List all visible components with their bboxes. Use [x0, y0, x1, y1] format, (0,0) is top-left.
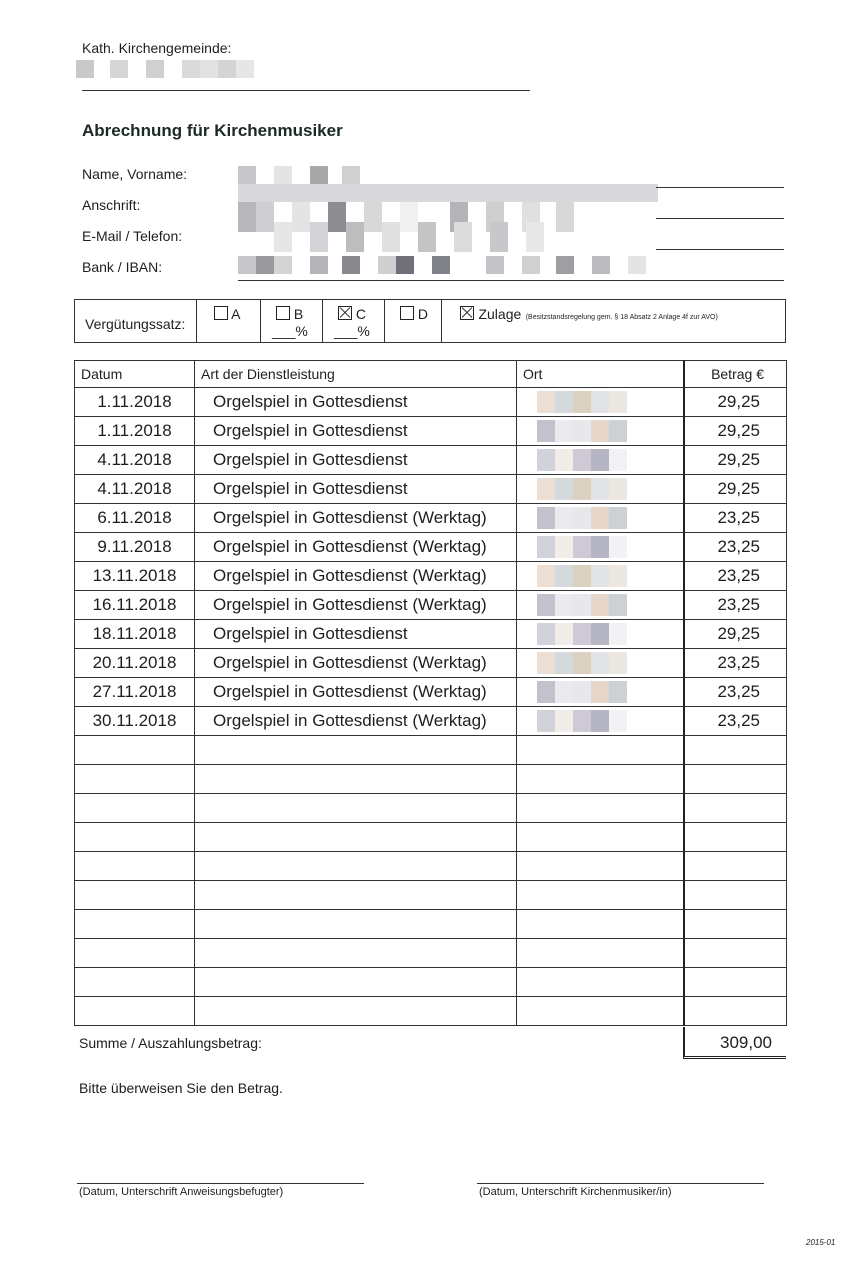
row-service: Orgelspiel in Gottesdienst (Werktag) [195, 649, 517, 678]
rate-d-label: D [417, 306, 429, 322]
row-date: 4.11.2018 [75, 475, 195, 504]
empty-cell [75, 823, 195, 852]
row-date: 27.11.2018 [75, 678, 195, 707]
redacted-iban-value [238, 256, 656, 274]
zulage-option[interactable] [460, 306, 718, 324]
empty-cell [517, 794, 684, 823]
row-location-redacted [517, 678, 684, 707]
table-row-empty [75, 910, 787, 939]
table-row-empty [75, 939, 787, 968]
row-service: Orgelspiel in Gottesdienst (Werktag) [195, 707, 517, 736]
table-row-empty [75, 736, 787, 765]
empty-cell [195, 968, 517, 997]
table-row [75, 475, 787, 504]
table-row [75, 649, 787, 678]
empty-cell [195, 852, 517, 881]
rate-a-label: A [231, 306, 241, 322]
row-location-redacted [517, 562, 684, 591]
row-date: 1.11.2018 [75, 417, 195, 446]
zulage-note: (Besitzstandsregelung gem. § 18 Absatz 2 Anlage 4f zur AVO) [525, 314, 718, 321]
table-row-empty [75, 968, 787, 997]
redacted-name-value [238, 166, 658, 202]
row-date: 1.11.2018 [75, 388, 195, 417]
rate-option-d[interactable] [400, 306, 428, 322]
rate-b-checkbox[interactable] [276, 306, 290, 320]
rate-b-percent[interactable]: ___% [272, 323, 308, 339]
contact-underline [656, 249, 784, 250]
name-underline [656, 187, 784, 188]
empty-cell [75, 968, 195, 997]
empty-cell [195, 823, 517, 852]
row-location-redacted [517, 707, 684, 736]
table-row [75, 446, 787, 475]
row-service: Orgelspiel in Gottesdienst [195, 446, 517, 475]
empty-cell [195, 997, 517, 1026]
row-amount: 23,25 [684, 562, 787, 591]
empty-cell [195, 736, 517, 765]
row-amount: 29,25 [684, 620, 787, 649]
empty-cell [75, 765, 195, 794]
row-amount: 29,25 [684, 417, 787, 446]
row-location-redacted [517, 620, 684, 649]
sum-label: Summe / Auszahlungsbetrag: [79, 1035, 262, 1051]
rate-c-label: C [355, 306, 367, 322]
transfer-note: Bitte überweisen Sie den Betrag. [79, 1080, 283, 1096]
row-amount: 29,25 [684, 475, 787, 504]
empty-cell [517, 968, 684, 997]
row-service: Orgelspiel in Gottesdienst (Werktag) [195, 504, 517, 533]
row-location-redacted [517, 475, 684, 504]
table-row [75, 620, 787, 649]
empty-cell [517, 736, 684, 765]
empty-cell [684, 939, 787, 968]
address-label: Anschrift: [82, 197, 141, 213]
empty-cell [517, 910, 684, 939]
rate-option-a[interactable] [214, 306, 240, 322]
table-row [75, 678, 787, 707]
row-date: 20.11.2018 [75, 649, 195, 678]
bank-label: Bank / IBAN: [82, 259, 163, 275]
redacted-contact-value [238, 222, 574, 252]
empty-cell [75, 997, 195, 1026]
table-row [75, 591, 787, 620]
table-row-empty [75, 823, 787, 852]
row-location-redacted [517, 533, 684, 562]
row-location-redacted [517, 446, 684, 475]
empty-cell [517, 765, 684, 794]
table-header-row [75, 361, 787, 388]
empty-cell [195, 939, 517, 968]
row-service: Orgelspiel in Gottesdienst [195, 475, 517, 504]
rate-c-percent[interactable]: ___% [334, 323, 370, 339]
empty-cell [75, 794, 195, 823]
table-row-empty [75, 997, 787, 1026]
row-service: Orgelspiel in Gottesdienst [195, 417, 517, 446]
address-underline [656, 218, 784, 219]
empty-cell [684, 997, 787, 1026]
contact-label: E-Mail / Telefon: [82, 228, 183, 244]
table-row [75, 417, 787, 446]
rate-option-b[interactable] [276, 306, 303, 322]
row-location-redacted [517, 591, 684, 620]
row-date: 13.11.2018 [75, 562, 195, 591]
empty-cell [517, 823, 684, 852]
rate-box [74, 299, 786, 343]
table-row [75, 533, 787, 562]
row-date: 18.11.2018 [75, 620, 195, 649]
parish-label: Kath. Kirchengemeinde: [82, 40, 232, 56]
table-row [75, 504, 787, 533]
table-row [75, 388, 787, 417]
row-date: 9.11.2018 [75, 533, 195, 562]
row-service: Orgelspiel in Gottesdienst [195, 388, 517, 417]
row-service: Orgelspiel in Gottesdienst (Werktag) [195, 533, 517, 562]
rate-a-checkbox[interactable] [214, 306, 228, 320]
row-location-redacted [517, 417, 684, 446]
iban-underline [238, 280, 784, 281]
services-table [74, 360, 787, 1026]
rate-label: Vergütungssatz: [85, 316, 186, 332]
form-version: 2015-01 [806, 1238, 836, 1247]
empty-cell [195, 881, 517, 910]
col-header-service: Art der Dienstleistung [195, 361, 517, 388]
empty-cell [195, 910, 517, 939]
row-amount: 23,25 [684, 504, 787, 533]
empty-cell [75, 736, 195, 765]
col-header-date: Datum [75, 361, 195, 388]
empty-cell [517, 881, 684, 910]
row-amount: 23,25 [684, 649, 787, 678]
empty-cell [684, 881, 787, 910]
row-location-redacted [517, 388, 684, 417]
col-header-location: Ort [517, 361, 684, 388]
empty-cell [75, 852, 195, 881]
table-row [75, 707, 787, 736]
empty-cell [684, 794, 787, 823]
redacted-parish-name [76, 60, 254, 78]
col-header-amount: Betrag € [684, 361, 787, 388]
sum-total: 309,00 [720, 1033, 772, 1052]
table-row [75, 562, 787, 591]
row-service: Orgelspiel in Gottesdienst (Werktag) [195, 678, 517, 707]
row-amount: 23,25 [684, 707, 787, 736]
name-label: Name, Vorname: [82, 166, 188, 182]
rate-option-c[interactable] [338, 306, 366, 322]
table-row-empty [75, 765, 787, 794]
zulage-label: Zulage [478, 306, 522, 322]
empty-cell [684, 823, 787, 852]
row-date: 4.11.2018 [75, 446, 195, 475]
rate-b-label: B [293, 306, 304, 322]
row-location-redacted [517, 504, 684, 533]
rate-c-checkbox-checked[interactable] [338, 306, 352, 320]
parish-underline [82, 90, 530, 91]
row-amount: 29,25 [684, 388, 787, 417]
signature-caption-left: (Datum, Unterschrift Anweisungsbefugter) [79, 1186, 284, 1198]
table-row-empty [75, 794, 787, 823]
row-service: Orgelspiel in Gottesdienst [195, 620, 517, 649]
page-title: Abrechnung für Kirchenmusiker [82, 121, 343, 140]
signature-line-left [77, 1183, 364, 1184]
row-date: 30.11.2018 [75, 707, 195, 736]
empty-cell [684, 765, 787, 794]
rate-d-checkbox[interactable] [400, 306, 414, 320]
empty-cell [75, 939, 195, 968]
empty-cell [517, 997, 684, 1026]
empty-cell [684, 852, 787, 881]
row-date: 6.11.2018 [75, 504, 195, 533]
row-service: Orgelspiel in Gottesdienst (Werktag) [195, 591, 517, 620]
row-amount: 23,25 [684, 591, 787, 620]
row-amount: 23,25 [684, 533, 787, 562]
table-row-empty [75, 852, 787, 881]
row-amount: 23,25 [684, 678, 787, 707]
empty-cell [75, 881, 195, 910]
empty-cell [684, 736, 787, 765]
signature-line-right [477, 1183, 764, 1184]
empty-cell [684, 968, 787, 997]
row-amount: 29,25 [684, 446, 787, 475]
row-service: Orgelspiel in Gottesdienst (Werktag) [195, 562, 517, 591]
table-row-empty [75, 881, 787, 910]
empty-cell [684, 910, 787, 939]
zulage-checkbox-checked[interactable] [460, 306, 474, 320]
empty-cell [75, 910, 195, 939]
row-location-redacted [517, 649, 684, 678]
empty-cell [195, 765, 517, 794]
empty-cell [195, 794, 517, 823]
signature-caption-right: (Datum, Unterschrift Kirchenmusiker/in) [479, 1186, 672, 1198]
sum-box [683, 1027, 786, 1059]
empty-cell [517, 852, 684, 881]
empty-cell [517, 939, 684, 968]
row-date: 16.11.2018 [75, 591, 195, 620]
